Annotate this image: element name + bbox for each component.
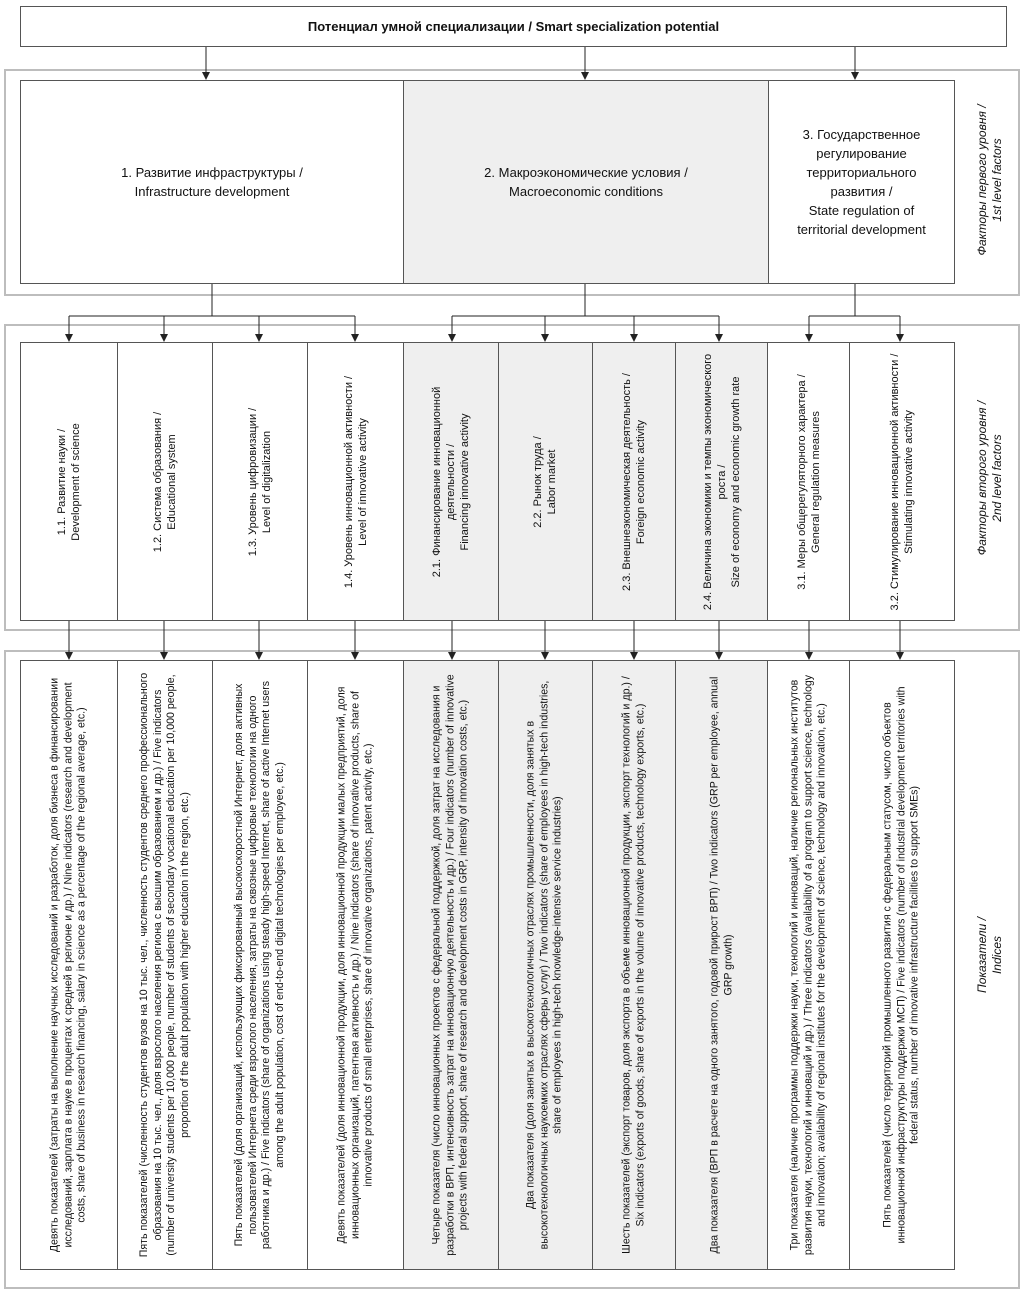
arrow-icon <box>160 334 168 342</box>
side-first-en: 1st level factors <box>990 138 1004 222</box>
side-third-ru: Показатели / <box>975 917 989 993</box>
factor-3-ru: 3. Государственное регулирование территориального развития / <box>802 127 921 199</box>
indices-2-1-text: Четыре показателя (число инновационных проектов с федеральной поддержкой, доля затрат на исследования и разработки в ВРП, интенсивность затрат на инновационную деятельность и др.) / Four indicators (number of innovative projects with federal support, share of research and development costs in GRP, intensity of innovation costs, etc.) <box>430 674 470 1256</box>
factor-1-1-en: Development of science <box>69 422 82 541</box>
arrow-icon <box>715 652 723 660</box>
indices-1-1-text: Девять показателей (затраты на выполнение научных исследований и разработок, доля бизнеса в финансировании исследований, зарплата в науке в процентах к средней в регионе и др.) / Nine indicators (research and development costs, share of business in research financing, salary in science as a percentage of the regional average, etc.) <box>48 677 88 1253</box>
arrow-icon <box>805 334 813 342</box>
side-second-en: 2nd level factors <box>990 434 1004 522</box>
arrow-icon <box>351 652 359 660</box>
arrow-icon <box>255 652 263 660</box>
indices-1-2-text: Пять показателей (численность студентов вузов на 10 тыс. чел., численность студентов среднего профессионального образования на 10 тыс. чел., доля взрослого населения региона с высшим образованием и др.) / Five indicators (number of university students per 10,000 people, number of students of secondary vocational education per 10,000 people, proportion of the adult population with higher education in the region, etc.) <box>137 672 191 1258</box>
factor-1-4-en: Level of innovative activity <box>356 417 369 546</box>
factor-3-1-en: General regulation measures <box>809 410 822 553</box>
factor-2-1-ru: 2.1. Финансирование инновационной деятельности / <box>431 386 458 577</box>
factor-2-2-en: Labor market <box>546 449 559 514</box>
arrow-icon <box>630 652 638 660</box>
indices-2-3-text: Шесть показателей (экспорт товаров, доля экспорта в объеме инновационной продукции, экспорт технологий и др.) / Six indicators (exports of goods, share of exports in the volume of innovative products, technology exports, etc.) <box>620 676 646 1254</box>
arrow-icon <box>541 652 549 660</box>
arrow-icon <box>448 652 456 660</box>
factor-3-2-ru: 3.2. Стимулирование инновационной активности / <box>889 353 902 610</box>
arrow-icon <box>896 652 904 660</box>
factor-1-3-ru: 1.3. Уровень цифровизации / <box>246 407 259 556</box>
arrow-icon <box>448 334 456 342</box>
arrow-icon <box>896 334 904 342</box>
arrow-icon <box>255 334 263 342</box>
arrow-icon <box>630 334 638 342</box>
indices-2-4-text: Два показателя (ВРП в расчете на одного занятого, годовой прирост ВРП) / Two indicators (GRP per employee, annual GRP growth) <box>707 676 734 1254</box>
arrow-icon <box>581 72 589 80</box>
factor-2-en: Macroeconomic conditions <box>509 184 663 199</box>
factor-3-1-ru: 3.1. Меры общерегуляторного характера / <box>795 373 808 590</box>
factor-3-en: State regulation of territorial development <box>797 203 926 237</box>
connector-indices <box>69 621 900 653</box>
arrow-icon <box>805 652 813 660</box>
arrow-icon <box>202 72 210 80</box>
arrow-icon <box>851 72 859 80</box>
factor-1-2-ru: 1.2. Система образования / <box>151 411 164 552</box>
factor-2-4-en: Size of economy and economic growth rate <box>729 376 742 587</box>
arrow-icon <box>541 334 549 342</box>
factor-1-4-ru: 1.4. Уровень инновационной активности / <box>342 375 355 588</box>
factor-3-2-en: Stimulating innovative activity <box>903 409 916 554</box>
factor-2-3-en: Foreign economic activity <box>634 419 647 544</box>
factor-1-ru: 1. Развитие инфраструктуры / <box>121 165 303 180</box>
factor-1-1-ru: 1.1. Развитие науки / <box>55 428 68 535</box>
side-second-ru: Факторы второго уровня / <box>975 400 989 556</box>
arrow-icon <box>715 334 723 342</box>
factor-1-en: Infrastructure development <box>134 184 290 199</box>
factor-2-3-ru: 2.3. Внешнеэкономическая деятельность / <box>620 372 633 591</box>
indices-1-4-text: Девять показателей (доля инновационной продукции, доля инновационной продукции малых предприятий, доля инновационных организаций, патентная активность и др.) / Nine indicators (share of innovative products, share of innovative products of small enterprises, share of innovative organizations, patent activity, etc.) <box>335 686 375 1244</box>
diagram-title-text: Потенциал умной специализации / Smart specialization potential <box>307 19 720 34</box>
indices-3-1-text: Три показателя (наличие программы поддержки науки, технологий и инноваций, наличие региональных институтов развития науки, технологий и инноваций и др.) / Three indicators (availability of a program to support science, technology and innovation; availability of regional institutes for the development of science, technology and innovation, etc.) <box>788 674 828 1256</box>
arrow-icon <box>65 652 73 660</box>
factor-2-1-en: Financing innovative activity <box>459 413 472 550</box>
side-first-ru: Факторы первого уровня / <box>975 104 989 256</box>
side-third-en: Indices <box>990 935 1004 975</box>
factor-2-4-ru: 2.4. Величина экономики и темпы экономического роста / <box>701 353 728 610</box>
factor-1-2-en: Educational system <box>165 433 178 530</box>
indices-3-2-text: Пять показателей (число территорий промышленного развития с федеральным статусом, число объектов инновационной инфраструктуры поддержки МСП) / Five indicators (number of industrial development territories with federal status, number of innovative infrastructure facilities to support SMEs) <box>881 686 921 1244</box>
arrow-icon <box>65 334 73 342</box>
factor-2-ru: 2. Макроэкономические условия / <box>484 165 688 180</box>
indices-2-2-text: Два показателя (доля занятых в высокотехнологичных отраслях промышленности, доля занятых в высокотехнологичных наукоемких отраслях сферы услуг) / Two indicators (share of employees in high-tech industries, share of employees in high-tech knowledge-intensive service industries) <box>524 680 565 1250</box>
indices-1-3-text: Пять показателей (доля организаций, использующих фиксированный высокоскоростной Интернет, доля активных пользователей Интернета среди взрослого населения, затраты на сквозные цифровые технологии на одного работника и др.) / Five indicators (share of organizations using steady high-speed Internet, share of active Internet users among the adult population, cost of end-to-end digital technologies per employee, etc.) <box>232 680 286 1250</box>
factor-1-3-en: Level of digitalization <box>260 430 273 533</box>
arrow-icon <box>160 652 168 660</box>
factor-2-2-ru: 2.2. Рынок труда / <box>532 435 545 528</box>
arrow-icon <box>351 334 359 342</box>
